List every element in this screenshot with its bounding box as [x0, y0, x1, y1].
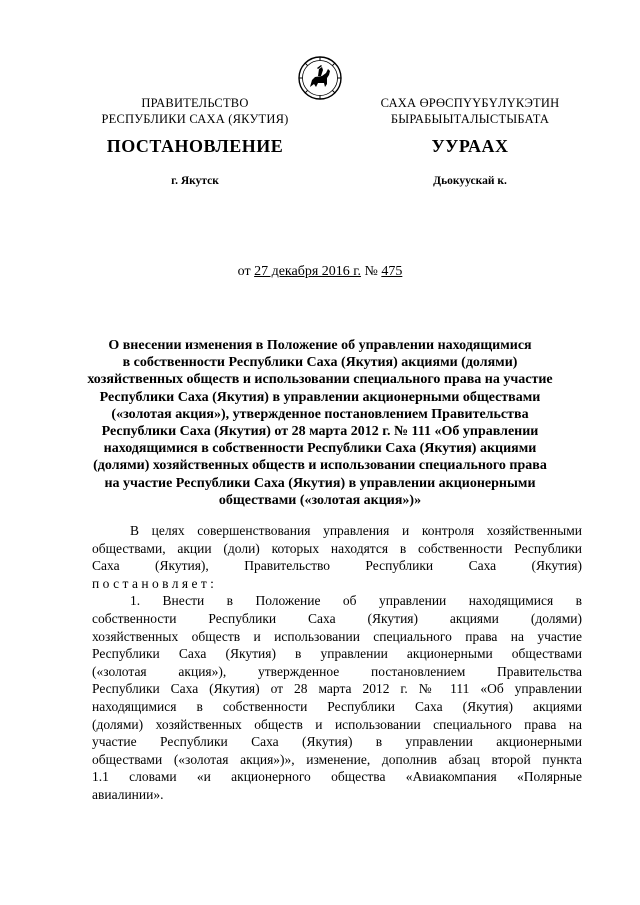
item-line: находящимися в собственности Республики Саха (Якутия) акциями — [92, 698, 582, 714]
heading-line: на участие Республики Саха (Якутия) в управлении акционерными — [104, 475, 536, 491]
item-line: хозяйственных обществ и использовании специального права на участие — [92, 628, 582, 644]
number-sign: № — [364, 264, 378, 279]
header-right-city: Дьокуускай к. — [433, 175, 507, 187]
item-line: Республики Саха (Якутия) в управлении акционерными обществами — [92, 646, 582, 662]
header-left-org — [100, 95, 290, 127]
heading-line: Республики Саха (Якутия) от 28 марта 2012 г. № 111 «Об управлении — [101, 424, 539, 440]
header-right-org-line: БЫРАБЫЫТАЛЫСТЫБАТА — [390, 112, 550, 126]
item-line: авиалинии». — [92, 786, 164, 802]
heading-line: (долями) хозяйственных обществ и использовании специального права — [93, 458, 547, 474]
heading-line: хозяйственных обществ и использовании специального права на участие — [87, 372, 553, 388]
heading-line: («золотая акция»), утвержденное постановлением Правительства — [111, 406, 529, 422]
item-line: («золотая акция»), утвержденное постановлением Правительства — [92, 663, 582, 679]
heading-line: обществами («золотая акция»)» — [218, 492, 422, 508]
document-body — [92, 522, 582, 804]
item-line: 1.1 словами «и акционерного общества «Авиакомпания «Полярные — [92, 769, 582, 785]
document-number: 475 — [381, 264, 403, 279]
heading-line: находящимися в собственности Республики Саха (Якутия) акциями — [103, 441, 537, 457]
item-line: участие Республики Саха (Якутия) в управлении акционерными — [92, 734, 582, 750]
preamble-line: В целях совершенствования управления и контроля хозяйственными — [130, 523, 582, 538]
heading-line: О внесении изменения в Положение об управлении находящимися — [108, 338, 532, 353]
heading-line: в собственности Республики Саха (Якутия) акциями (долями) — [122, 355, 518, 371]
header-left-org-line: ПРАВИТЕЛЬСТВО — [141, 96, 249, 110]
item-line: собственности Республики Саха (Якутия) акциями (долями) — [92, 610, 582, 626]
document-date: 27 декабря 2016 г. — [254, 264, 361, 279]
coat-of-arms-icon — [298, 54, 342, 102]
document-heading — [80, 337, 560, 509]
item-line: Республики Саха (Якутия) от 28 марта 2012 г. № 111 «Об управлении — [92, 681, 582, 697]
header-right-org — [370, 95, 570, 127]
resolves-word: постановляет: — [92, 575, 218, 591]
header-left-org-line: РЕСПУБЛИКИ САХА (ЯКУТИЯ) — [101, 112, 289, 126]
item-line: обществами («золотая акция»)», изменение, дополнив абзац второй пункта — [92, 751, 582, 767]
date-line — [120, 264, 520, 280]
heading-line: Республики Саха (Якутия) в управлении акционерными обществами — [99, 389, 541, 405]
header-right-org-line: САХА ӨРӨСПҮҮБҮЛҮКЭТИН — [380, 96, 560, 110]
date-prefix: от — [237, 264, 251, 279]
header-left-city: г. Якутск — [171, 175, 219, 187]
header-right-title: УУРААХ — [431, 136, 509, 156]
preamble-line: Саха (Якутия), Правительство Республики Саха (Якутия) — [92, 558, 582, 574]
item-line: 1. Внести в Положение об управлении находящимися в — [130, 593, 582, 609]
preamble-line: обществами, акции (доли) которых находятся в собственности Республики — [92, 540, 582, 556]
item-line: (долями) хозяйственных обществ и использовании специального права на — [92, 716, 582, 732]
header-left-title: ПОСТАНОВЛЕНИЕ — [106, 136, 284, 156]
